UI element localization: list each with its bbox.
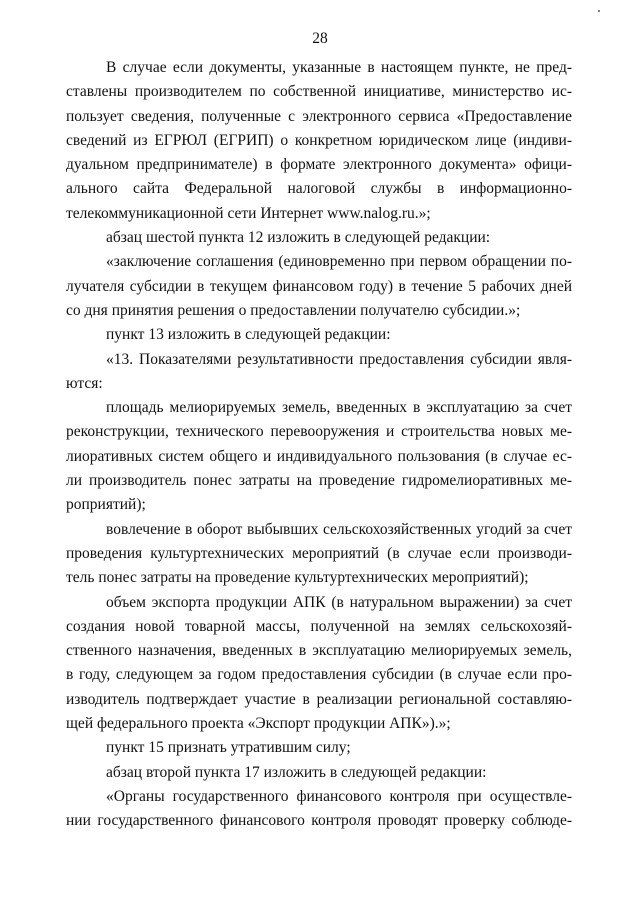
text-line: ли производитель понес затраты на проведение гидромелиоративных ме- [66, 472, 572, 490]
text-line: реконструкции, технического перевооружения и строительства новых ме- [66, 423, 572, 441]
text-line: со дня принятия решения о предоставлении получателю субсидии.»; [66, 301, 521, 319]
text-line: сведений из ЕГРЮЛ (ЕГРИП) о конкретном юридическом лице (индиви- [66, 131, 572, 149]
text-line: лучателя субсидии в текущем финансовом году) в течение 5 рабочих дней [66, 277, 572, 295]
text-line: «Органы государственного финансового контроля при осуществле- [106, 787, 572, 805]
text-line: абзац шестой пункта 12 изложить в следующей редакции: [106, 229, 491, 247]
text-line: проведения культуртехнических мероприятий (в случае если производи- [66, 544, 572, 562]
text-line: щей федерального проекта «Экспорт продукции АПК»).»; [66, 715, 451, 733]
text-line: ственного назначения, введенных в эксплуатацию мелиорируемых земель, [66, 642, 572, 660]
text-line: пользует сведения, полученные с электронного сервиса «Предоставление [66, 107, 572, 125]
text-line: ального сайта Федеральной налоговой службы в информационно- [66, 180, 572, 198]
text-line: площадь мелиорируемых земель, введенных в эксплуатацию за счет [106, 399, 572, 417]
text-line: в году, следующем за годом предоставления субсидии (в случае если про- [66, 666, 572, 684]
text-line: нии государственного финансового контроля проводят проверку соблюде- [66, 812, 572, 830]
text-line: дуальном предпринимателе) в формате электронного документа» офици- [66, 156, 572, 174]
text-line: «заключение соглашения (единовременно при первом обращении по- [106, 253, 572, 271]
scan-speck [598, 10, 600, 12]
text-line: пункт 15 признать утратившим силу; [106, 739, 351, 757]
text-line: В случае если документы, указанные в настоящем пункте, не пред- [106, 59, 572, 76]
text-line: «13. Показателями результативности предоставления субсидии явля- [106, 350, 572, 368]
text-line: тель понес затраты на проведение культуртехнических мероприятий); [66, 569, 529, 587]
text-line: ются: [66, 374, 103, 392]
text-line: роприятий); [66, 496, 146, 514]
text-line: объем экспорта продукции АПК (в натуральном выражении) за счет [106, 593, 572, 611]
page-number: 28 [312, 30, 328, 47]
text-line: вовлечение в оборот выбывших сельскохозяйственных угодий за счет [106, 520, 572, 538]
text-line: пункт 13 изложить в следующей редакции: [106, 326, 391, 344]
text-line: ставлены производителем по собственной инициативе, министерство ис- [66, 83, 572, 101]
text-line: изводитель подтверждает участие в реализации региональной составляю- [66, 690, 572, 708]
text-line: телекоммуникационной сети Интернет www.nalog.ru.»; [66, 204, 431, 222]
text-line: лиоративных систем общего и индивидуального пользования (в случае ес- [66, 447, 572, 465]
document-body [66, 56, 572, 834]
text-line: создания новой товарной массы, полученной на землях сельскохозяй- [66, 617, 572, 635]
text-line: абзац второй пункта 17 изложить в следующей редакции: [106, 763, 487, 781]
